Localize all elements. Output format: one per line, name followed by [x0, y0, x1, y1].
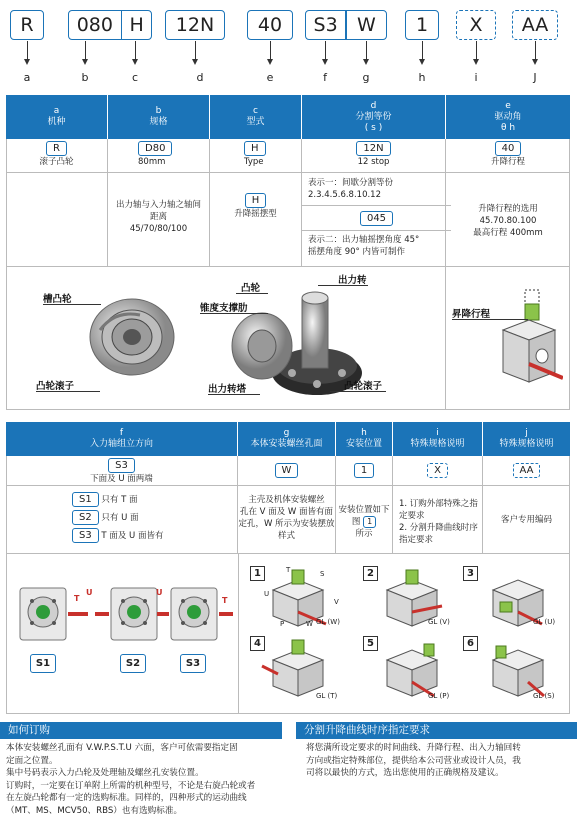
letter-g: g [362, 71, 370, 84]
face-letter-t: T [286, 566, 291, 574]
position-1-gl: GL (W) [316, 618, 340, 626]
position-5-number: 5 [363, 636, 378, 651]
t2-cell-h1: 1 [336, 456, 393, 486]
arrow-e [270, 41, 271, 63]
s3-shaft-u [157, 612, 169, 616]
position-5-gl: GL (P) [428, 692, 450, 700]
t1-cell-b1: D80 80mm [108, 139, 210, 173]
s3-label: S3 [180, 654, 206, 673]
table1-header-b: b 规格 [108, 95, 210, 139]
section-title-how-to-order: 如何订购 [0, 722, 282, 739]
position-1-number: 1 [250, 566, 265, 581]
table1-header-a: a 机种 [6, 95, 108, 139]
curve-timing-text: 将您满所设定要求的时间曲线、升降行程、出入力轴回转 方向或指定特殊部位，提供给本公司营业或设计人员，我 司将以最快的方式，选出您使用的正确规格及建议。 [306, 743, 521, 778]
section-title-curve-timing: 分割升降曲线时序指定要求 [296, 722, 577, 739]
position-4-gl: GL (T) [316, 692, 338, 700]
t1-cell-b2: 出力轴与入力轴之轴间 距离 45/70/80/100 [108, 173, 210, 267]
position-4-image [258, 636, 338, 700]
orientation-divider [238, 554, 239, 714]
table2-header-j: j 特殊规格说明 [483, 422, 570, 456]
leader-lift-stroke [452, 319, 528, 320]
letter-d: d [196, 71, 204, 84]
face-letter-v: V [334, 598, 339, 606]
position-4-number: 4 [250, 636, 265, 651]
s1-shaft-t [68, 612, 88, 616]
t1-cell-c1: H Type [210, 139, 302, 173]
table2-header-f: f 入力轴组立方向 [6, 422, 238, 456]
arrow-g [366, 41, 367, 63]
label-output-tower: 出力转塔 [208, 384, 247, 395]
code-box-d: 12N [165, 10, 225, 40]
t2-cell-g2: 主壳及机体安装螺丝 孔在 V 面及 W 面皆有面 定孔，W 所示为安装摆放 样式 [238, 486, 336, 554]
table1-header-d: d 分割等份 ( s ) [302, 95, 446, 139]
label-cam-roller-left: 凸轮滚子 [36, 381, 75, 392]
s1-t-label: T [74, 594, 80, 603]
label-groove-cam: 槽凸轮 [43, 294, 72, 305]
t2-cell-h2: 安装位置如下 图 1 所示 [336, 486, 393, 554]
letter-j: J [533, 71, 537, 84]
s3-u-label: U [156, 588, 163, 597]
s3-shaft-t [219, 612, 233, 616]
arrow-h [422, 41, 423, 63]
code-box-j: AA [512, 10, 558, 40]
unit-s1-image [18, 586, 68, 644]
position-2-number: 2 [363, 566, 378, 581]
t1-cell-c2: H 升降摇摆型 [210, 173, 302, 267]
position-6-number: 6 [463, 636, 478, 651]
code-box-bc: 080 H [68, 10, 152, 40]
t1-cell-d1: 12N 12 stop [302, 139, 446, 173]
leader-cam-roller-left [36, 391, 100, 392]
leader-taper-bearing [200, 313, 268, 314]
t1-cell-a2 [6, 173, 108, 267]
unit-s3-image [169, 586, 219, 644]
t1-cell-d2: 表示一：间歇分割等份 2.3.4.5.6.8.10.12 045 表示二：出力轴摇摆角度 45° 摇摆角度 90° 内皆可制作 [302, 173, 446, 267]
code-box-h: 1 [405, 10, 439, 40]
t1-cell-e2: 升降行程的选用 45.70.80.100 最高行程 400mm [446, 173, 570, 267]
label-cam: 凸轮 [241, 283, 261, 294]
table2-header-i: i 特殊规格说明 [393, 422, 483, 456]
code-box-fg: S3 W [305, 10, 387, 40]
s2-label: S2 [120, 654, 146, 673]
t2-cell-j1: AA [483, 456, 570, 486]
t2-cell-i2: 1. 订购外部特殊之指 定要求 2. 分割升降曲线时序 指定要求 [393, 486, 483, 554]
arrow-f [325, 41, 326, 63]
s1-label: S1 [30, 654, 56, 673]
lift-stroke-image [483, 282, 563, 402]
letter-i: i [474, 71, 478, 84]
face-letter-u: U [264, 590, 270, 598]
table1-header-e: e 驱动角 θ h [446, 95, 570, 139]
letter-b: b [81, 71, 89, 84]
t2-cell-i1: X [393, 456, 483, 486]
s3-t-label: T [222, 596, 228, 605]
table2-header-h: h 安装位置 [336, 422, 393, 456]
t2-cell-f2: S1 只有 T 面 S2 只有 U 面 S3 T 面及 U 面皆有 [6, 486, 238, 554]
letter-e: e [266, 71, 274, 84]
arrow-i [476, 41, 477, 63]
position-5-image [372, 636, 452, 700]
arrow-b [85, 41, 86, 63]
leader-cam [236, 293, 268, 294]
code-box-a: R [10, 10, 44, 40]
arrow-a [27, 41, 28, 63]
position-6-image [478, 636, 558, 700]
unit-s2-image [109, 586, 159, 644]
t2-cell-j2: 客户专用编码 [483, 486, 570, 554]
label-taper-bearing: 锥度支撑肋 [200, 303, 248, 314]
t1-cell-e1: 40 升降行程 [446, 139, 570, 173]
position-2-gl: GL (V) [428, 618, 450, 626]
table2-header-g: g 本体安装螺丝孔面 [238, 422, 336, 456]
t2-cell-g1: W [238, 456, 336, 486]
position-6-gl: GL (S) [533, 692, 555, 700]
position-3-number: 3 [463, 566, 478, 581]
arrow-j [535, 41, 536, 63]
label-cam-roller-right: 凸轮滚子 [344, 381, 383, 392]
label-output-turn: 出力转 [338, 275, 367, 286]
position-3-gl: GL (U) [533, 618, 556, 626]
arrow-c [135, 41, 136, 63]
face-letter-p: P [280, 620, 285, 628]
face-letter-w: W [306, 620, 313, 628]
leader-cam-roller-right [330, 391, 386, 392]
letter-a: a [23, 71, 31, 84]
how-to-order-text: 本体安装螺丝孔面有 V.W.P.S.T.U 六面，客户可依需要指定固 定面之位置。 集中号码表示入力凸轮及处理轴及螺丝孔安装位置。 订购时，一定要在订单附上所需的机种型号，不论是右旋凸轮或者 在左旋凸轮都有一定的选购标准。同样的，四种形式的运动曲线 （MT、MS、MCV50、RBS）也有选购标准。 [6, 743, 256, 816]
table1-header-c: c 型式 [210, 95, 302, 139]
leader-output-turn [318, 285, 368, 286]
t2-cell-f1: S3 下面及 U 面两端 [6, 456, 238, 486]
letter-f: f [323, 71, 327, 84]
letter-c: c [131, 71, 139, 84]
leader-groove-cam [43, 304, 101, 305]
label-lift-stroke: 昇降行程 [452, 309, 491, 320]
t1-cell-a1: R 滚子凸轮 [6, 139, 108, 173]
code-box-e: 40 [247, 10, 293, 40]
s2-u-label: U [86, 588, 93, 597]
arrow-d [195, 41, 196, 63]
letter-h: h [418, 71, 426, 84]
code-box-i: X [456, 10, 496, 40]
leader-output-tower [208, 394, 260, 395]
face-letter-s: S [320, 570, 325, 578]
s2-shaft-u [95, 612, 109, 616]
